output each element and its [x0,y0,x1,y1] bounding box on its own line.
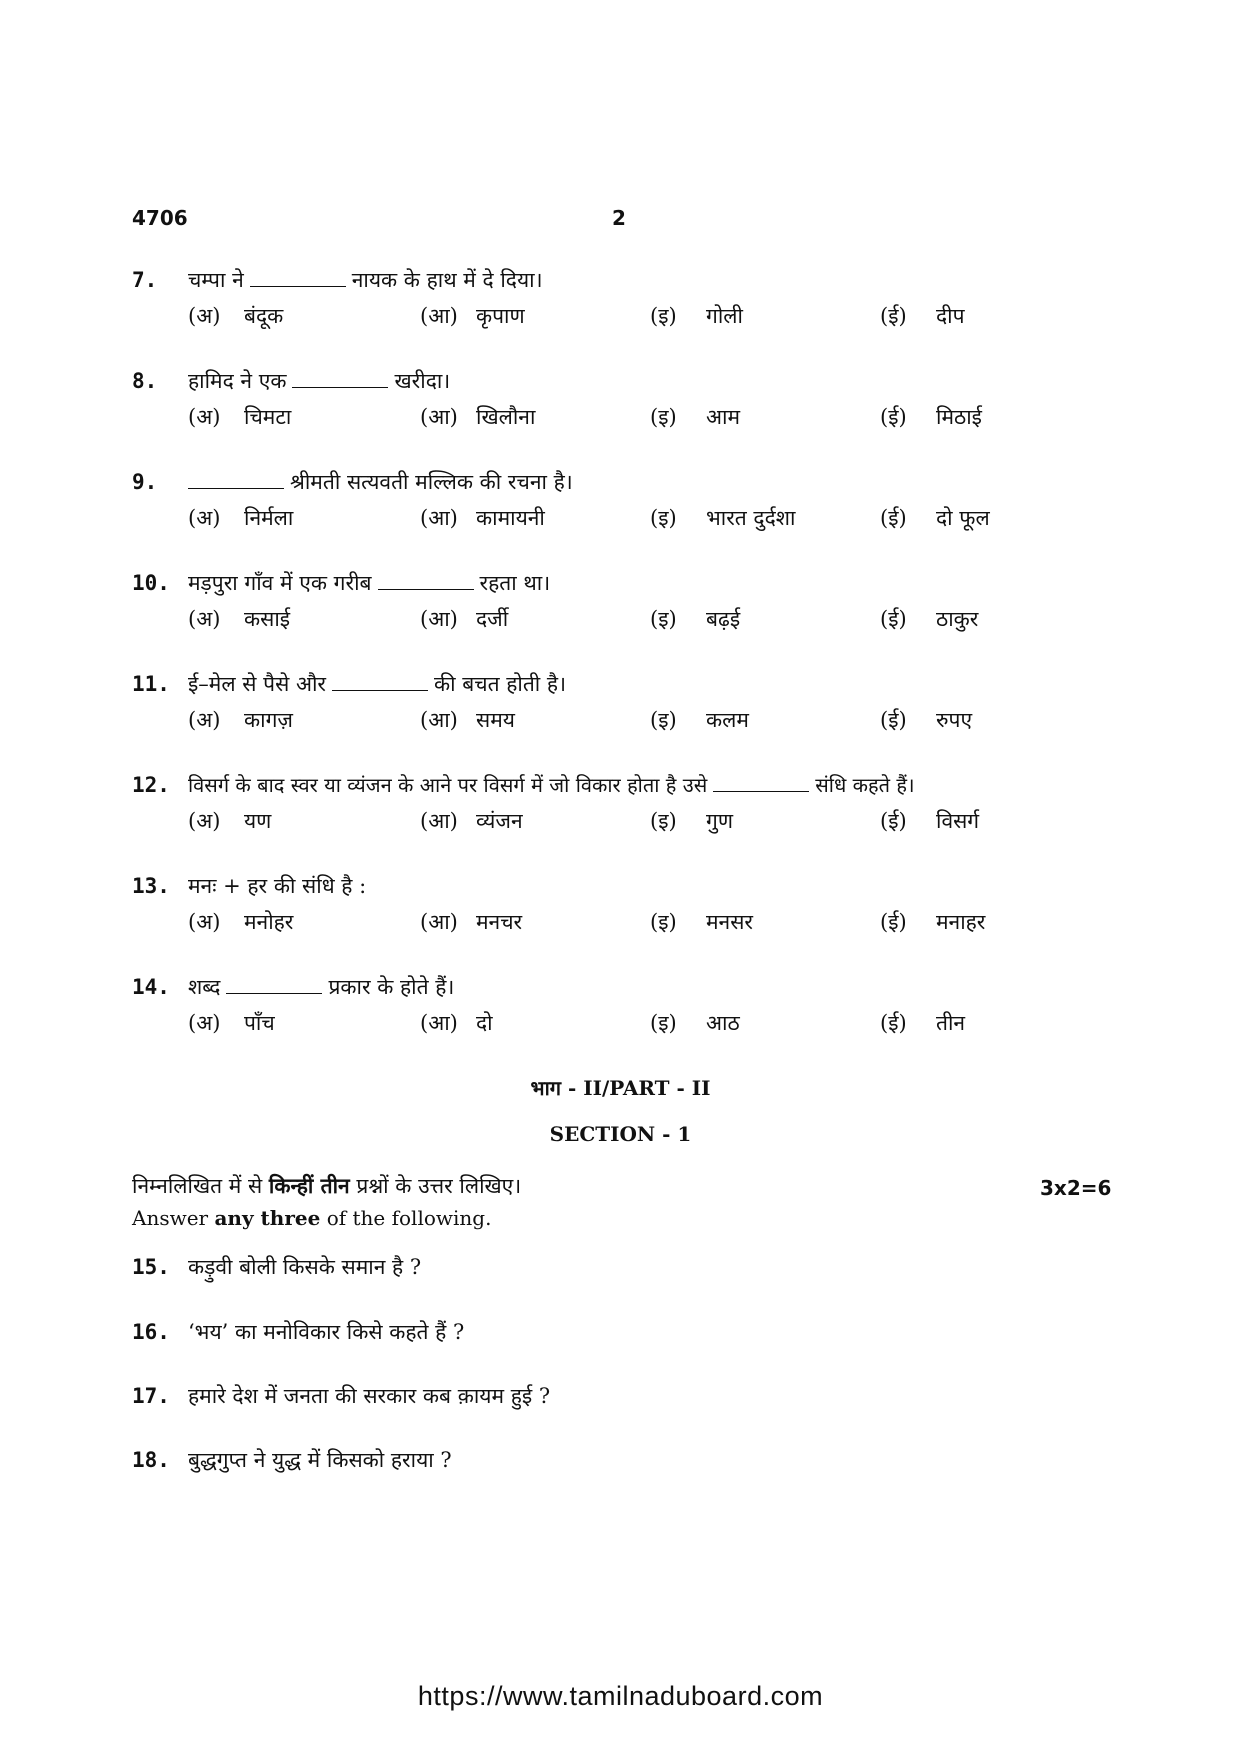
question-text: चम्पा ने नायक के हाथ में दे दिया। [188,268,543,292]
question-number: 7. [132,268,158,292]
question-text: शब्द प्रकार के होते हैं। [188,975,455,999]
option-i: (इ) गुण [650,809,734,833]
option-a: (अ) कसाई [188,607,291,631]
option-aa: (आ) दर्जी [420,607,509,631]
question-13 [0,874,1241,954]
marks-allocation: 3x2=6 [1040,1176,1112,1200]
question-text: मनः + हर की संधि है : [188,874,367,898]
option-aa: (आ) दो [420,1011,493,1035]
answer-blank [250,268,346,287]
option-aa: (आ) मनचर [420,910,523,934]
question-text: ‘भय’ का मनोविकार किसे कहते हैं ? [188,1320,465,1344]
question-text: विसर्ग के बाद स्वर या व्यंजन के आने पर विसर्ग में जो विकार होता है उसे संधि कहते हैं। [188,773,915,797]
question-number: 14. [132,975,170,999]
option-i: (इ) गोली [650,304,743,328]
question-number: 9. [132,470,158,494]
option-ii: (ई) दो फूल [880,506,990,530]
question-12 [0,773,1241,853]
answer-blank [378,571,474,590]
question-number: 10. [132,571,170,595]
footer-url[interactable]: https://www.tamilnaduboard.com [417,1681,824,1711]
option-aa: (आ) कृपाण [420,304,525,328]
option-ii: (ई) रुपए [880,708,973,732]
question-10 [0,571,1241,651]
instruction-hindi: निम्नलिखित में से किन्हीं तीन प्रश्नों के उत्तर लिखिए। [132,1173,522,1198]
option-a: (अ) पाँच [188,1011,275,1035]
question-text: कड़ुवी बोली किसके समान है ? [188,1255,422,1279]
option-aa: (आ) समय [420,708,515,732]
option-aa: (आ) व्यंजन [420,809,523,833]
question-number: 18. [132,1448,170,1472]
question-11 [0,672,1241,752]
question-18 [0,1448,1241,1488]
part-heading: भाग - II/PART - II [530,1076,711,1100]
question-8 [0,369,1241,449]
instruction-english: Answer any three of the following. [132,1206,492,1230]
option-i: (इ) आम [650,405,741,429]
question-number: 13. [132,874,170,898]
question-14 [0,975,1241,1055]
option-ii: (ई) दीप [880,304,965,328]
question-number: 8. [132,369,158,393]
paper-code: 4706 [132,206,188,230]
answer-blank [226,975,322,994]
option-ii: (ई) विसर्ग [880,809,980,833]
option-ii: (ई) ठाकुर [880,607,979,631]
option-i: (इ) बढ़ई [650,607,741,631]
option-ii: (ई) मनाहर [880,910,986,934]
question-15 [0,1255,1241,1295]
option-a: (अ) निर्मला [188,506,294,530]
answer-blank [713,773,809,792]
answer-blank [332,672,428,691]
question-text: हमारे देश में जनता की सरकार कब क़ायम हुई ? [188,1384,551,1408]
question-9 [0,470,1241,550]
option-i: (इ) भारत दुर्दशा [650,506,796,530]
question-16 [0,1320,1241,1360]
question-7 [0,268,1241,348]
question-number: 17. [132,1384,170,1408]
option-a: (अ) कागज़ [188,708,293,732]
question-number: 12. [132,773,170,797]
question-text: हामिद ने एक खरीदा। [188,369,451,393]
answer-blank [188,470,284,489]
question-text: मड़पुरा गाँव में एक गरीब रहता था। [188,571,551,595]
option-a: (अ) चिमटा [188,405,292,429]
option-ii: (ई) मिठाई [880,405,982,429]
question-number: 11. [132,672,170,696]
option-a: (अ) मनोहर [188,910,294,934]
question-number: 16. [132,1320,170,1344]
option-i: (इ) आठ [650,1011,740,1035]
question-number: 15. [132,1255,170,1279]
question-text: ई–मेल से पैसे और की बचत होती है। [188,672,567,696]
question-17 [0,1384,1241,1424]
option-aa: (आ) कामायनी [420,506,545,530]
option-a: (अ) बंदूक [188,304,284,328]
question-text: बुद्धगुप्त ने युद्ध में किसको हराया ? [188,1448,452,1472]
option-aa: (आ) खिलौना [420,405,536,429]
question-text: श्रीमती सत्यवती मल्लिक की रचना है। [188,468,573,496]
answer-blank [292,369,388,388]
section-heading: SECTION - 1 [549,1122,692,1146]
option-ii: (ई) तीन [880,1011,966,1035]
page-number: 2 [612,206,626,230]
option-i: (इ) कलम [650,708,749,732]
option-a: (अ) यण [188,809,272,833]
option-i: (इ) मनसर [650,910,753,934]
